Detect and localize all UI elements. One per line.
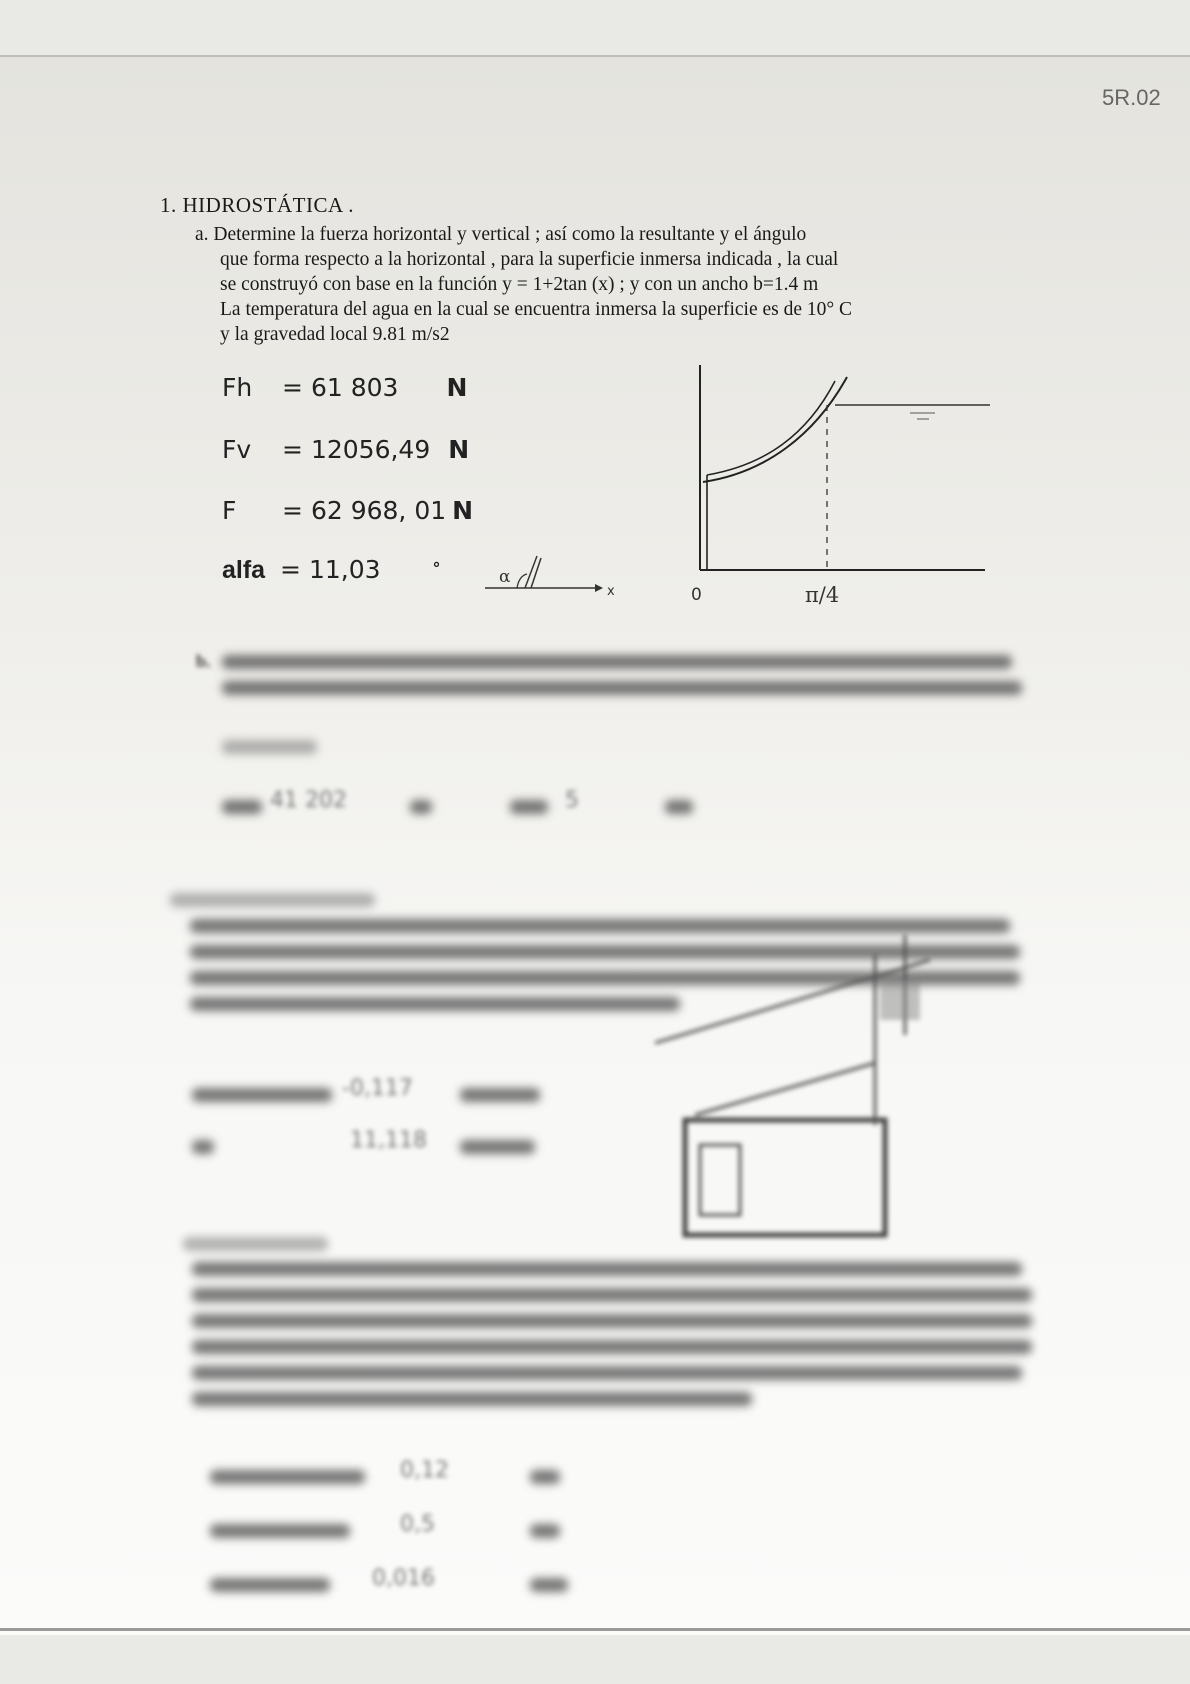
statement-line: a. Determine la fuerza horizontal y vertical ; así como la resultante y el ángulo — [195, 224, 807, 245]
faded-value: 11,118 — [350, 1128, 427, 1153]
faded-text-line — [510, 800, 548, 814]
surface-figure — [685, 365, 1005, 615]
faded-text-line — [222, 655, 1012, 669]
result-alfa: alfa = 11,03 ° — [222, 555, 441, 584]
faded-text-line — [192, 1288, 1032, 1302]
result-value: 62 968, 01 — [310, 496, 447, 525]
faded-text-line — [530, 1470, 560, 1484]
curved-surface — [703, 377, 847, 482]
curved-surface — [707, 381, 835, 475]
angle-sketch — [485, 550, 625, 600]
alpha-symbol: α — [499, 567, 511, 587]
faded-value: 0,12 — [400, 1458, 449, 1483]
faded-value: 5 — [565, 788, 579, 813]
faded-text-line — [222, 800, 262, 814]
faded-text-line — [460, 1088, 540, 1102]
faded-text-line — [192, 1340, 1032, 1354]
faded-text-line — [192, 1392, 752, 1406]
result-value: 61 803 — [310, 373, 399, 402]
faded-text-line — [410, 800, 432, 814]
page-top-edge — [0, 55, 1190, 57]
statement-line: que forma respecto a la horizontal , para la superficie inmersa indicada , la cual — [220, 249, 839, 270]
x-origin-label: 0 — [691, 585, 702, 605]
faded-text-line — [170, 893, 375, 907]
force-line — [525, 556, 537, 588]
x-mark-label: π/4 — [805, 583, 840, 607]
result-value: 11,03 — [308, 555, 381, 584]
faded-text-line — [183, 1237, 328, 1251]
faded-text-line — [530, 1524, 560, 1538]
faded-text-line — [210, 1578, 330, 1592]
page-bottom-edge — [0, 1628, 1190, 1631]
valve-icon — [880, 980, 920, 1020]
gauge-box — [700, 1145, 740, 1215]
result-unit: ° — [432, 559, 441, 578]
result-unit: N — [448, 435, 470, 464]
part-b-label: b. — [196, 651, 211, 671]
result-unit: N — [446, 373, 468, 402]
statement-line: y la gravedad local 9.81 m/s2 — [220, 324, 450, 345]
force-line — [531, 558, 541, 588]
faded-text-line — [210, 1524, 350, 1538]
statement-line: se construyó con base en la función y = 1+2tan (x) ; y con un ancho b=1.4 m — [220, 274, 819, 295]
faded-text-line — [192, 1366, 1022, 1380]
result-f: F = 62 968, 01 N — [222, 496, 474, 525]
faded-text-line — [190, 997, 680, 1011]
pipe-line — [695, 1063, 875, 1115]
faded-value: 41 202 — [270, 788, 347, 813]
faded-text-line — [530, 1578, 568, 1592]
result-fv: Fv = 12056,49 N — [222, 435, 470, 464]
faded-text-line — [192, 1262, 1022, 1276]
section-title-hidrostatica: 1. HIDROSTÁTICA . — [160, 193, 355, 217]
result-label: Fv — [222, 435, 252, 464]
faded-text-line — [460, 1140, 535, 1154]
result-fh: Fh = 61 803 N — [222, 373, 468, 402]
faded-value: 0,5 — [400, 1512, 435, 1537]
faded-text-line — [192, 1140, 214, 1154]
pipe-manometer-figure — [645, 915, 945, 1245]
faded-text-line — [192, 1088, 332, 1102]
statement-line: La temperatura del agua en la cual se encuentra inmersa la superficie es de 10° C — [220, 299, 853, 320]
axis-arrow-icon — [595, 584, 603, 592]
faded-text-line — [222, 740, 317, 754]
faded-text-line — [210, 1470, 365, 1484]
result-label: alfa — [222, 556, 266, 584]
part-a-statement — [195, 222, 1075, 347]
faded-text-line — [665, 800, 693, 814]
axis-x-label: x — [607, 584, 615, 599]
faded-text-line — [222, 681, 1022, 695]
result-unit: N — [452, 496, 474, 525]
page-code: 5R.02 — [1102, 85, 1161, 110]
faded-text-line — [192, 1314, 1032, 1328]
result-value: 12056,49 — [310, 435, 431, 464]
result-label: Fh — [222, 373, 253, 402]
faded-value: 0,016 — [372, 1566, 435, 1591]
faded-value: -0,117 — [342, 1076, 413, 1101]
manometer-tank — [685, 1120, 885, 1235]
result-label: F — [222, 496, 237, 525]
